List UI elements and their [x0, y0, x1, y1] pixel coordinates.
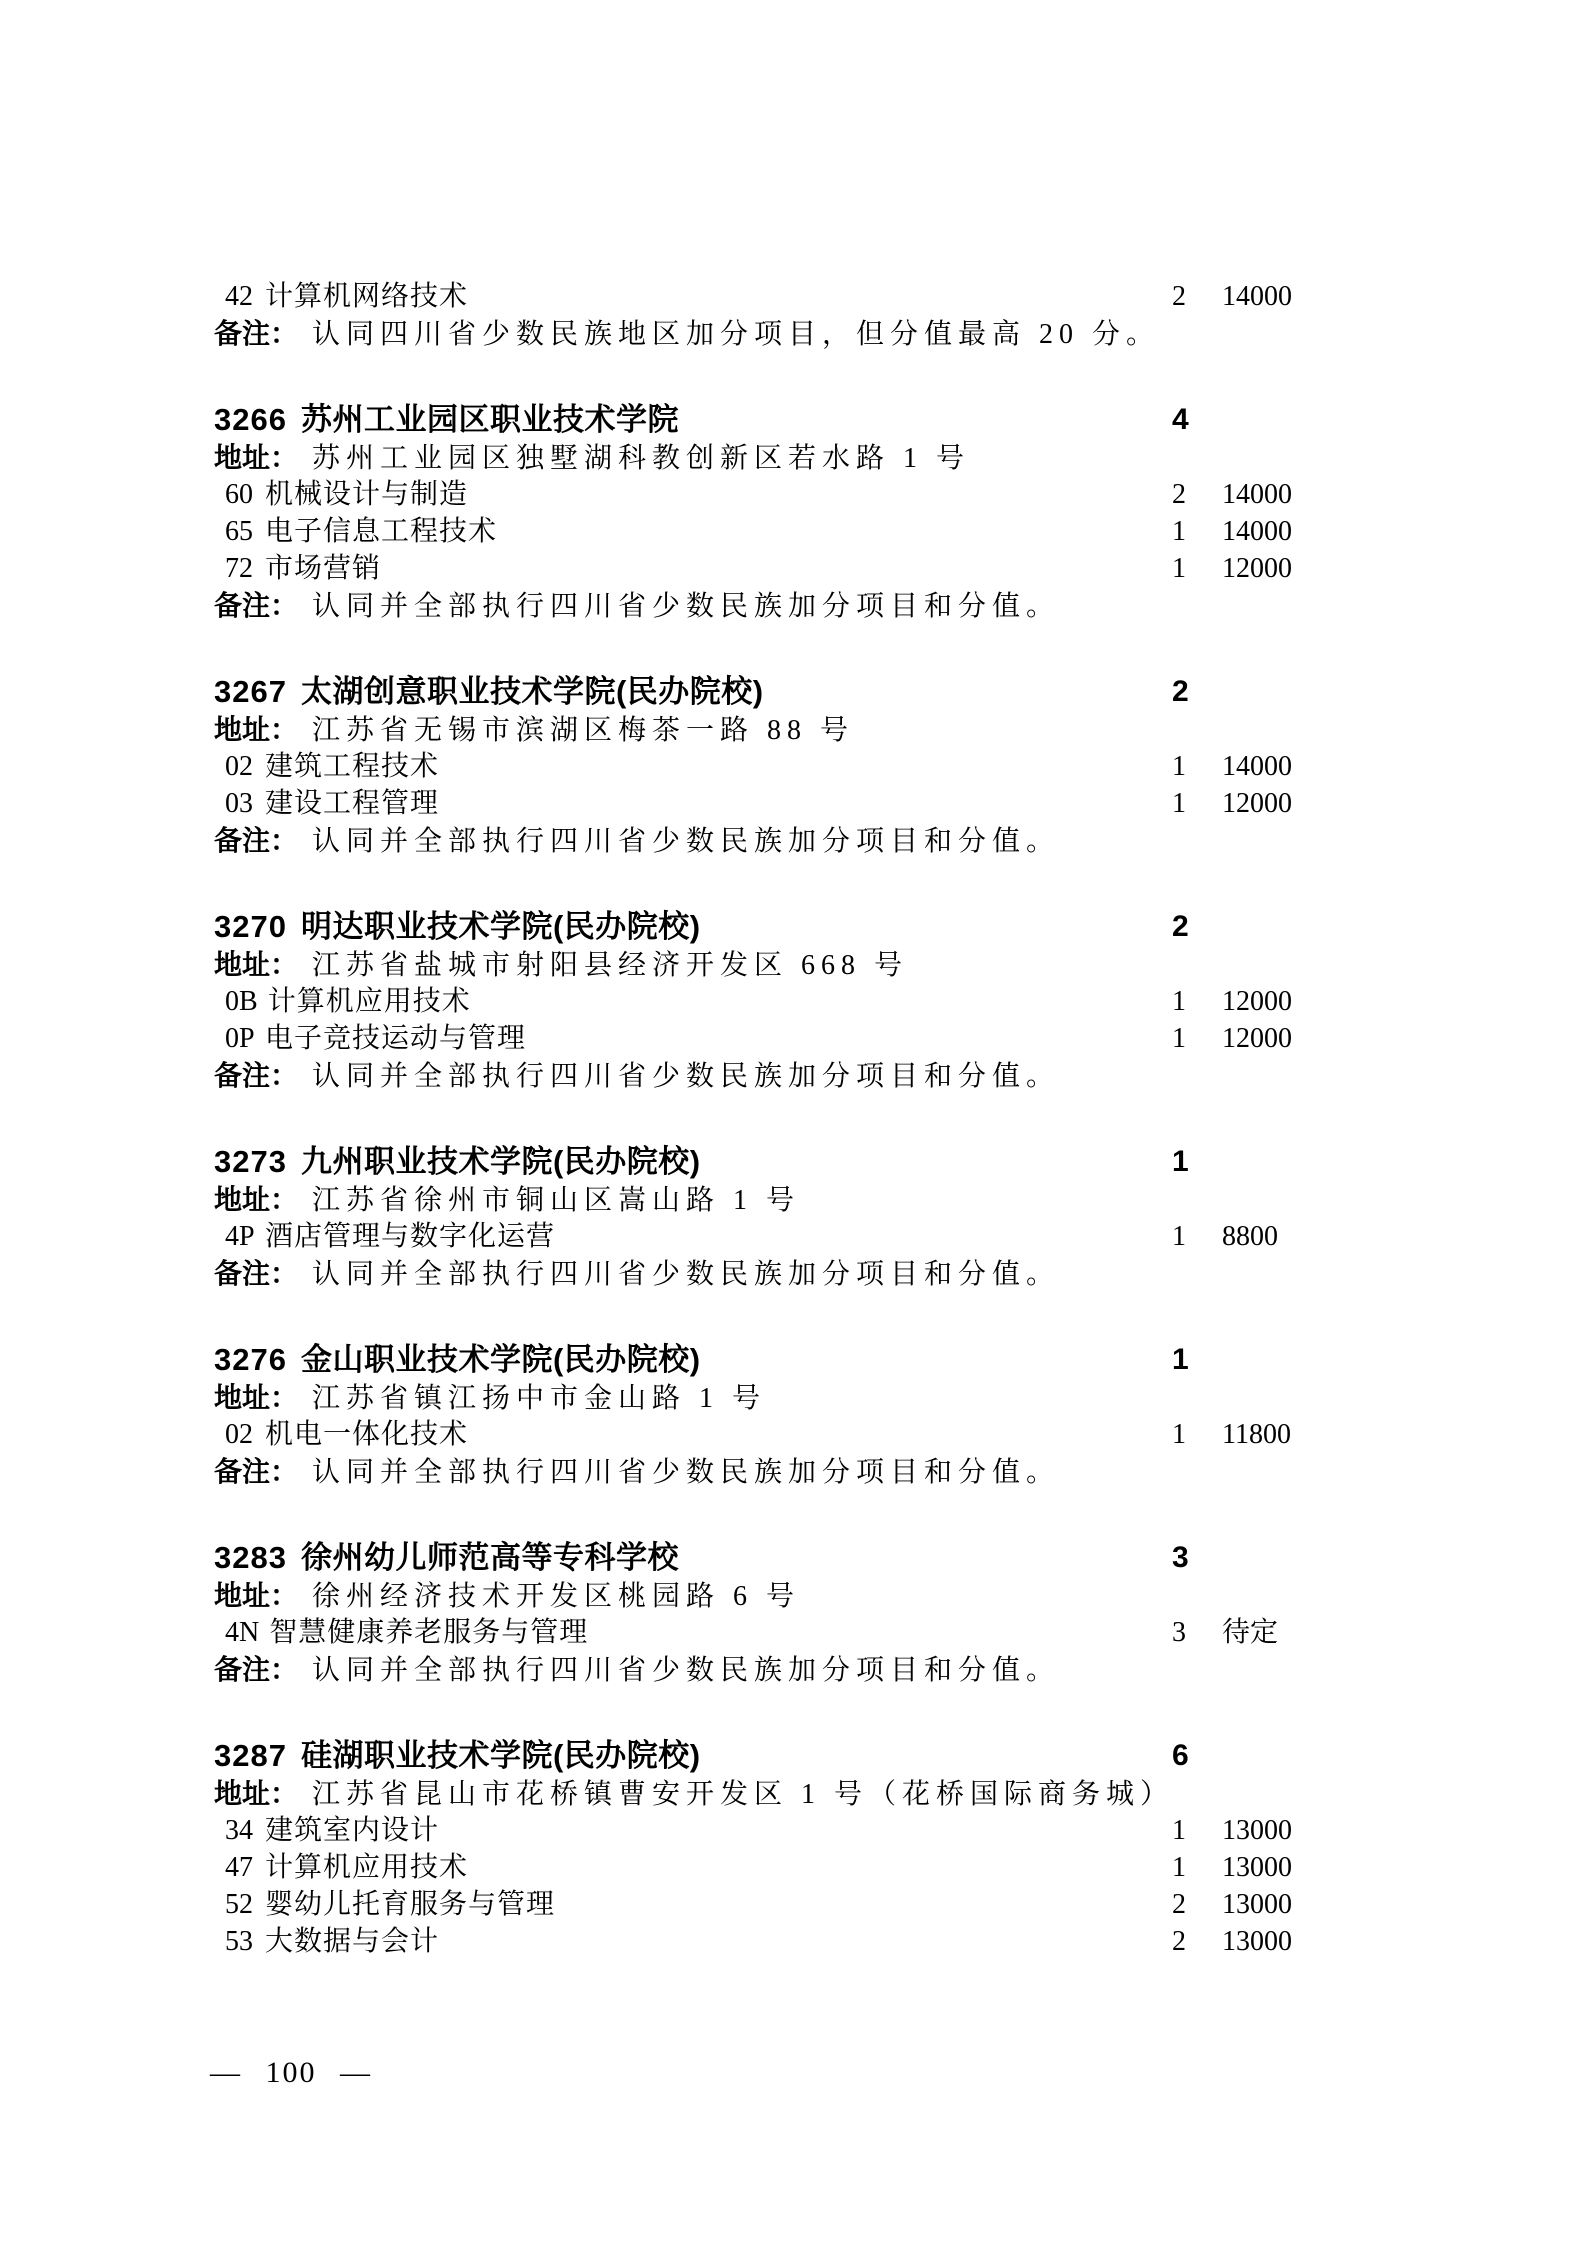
- college-code: 3270: [214, 909, 287, 944]
- program-plan-count: 1: [1172, 1221, 1186, 1252]
- program-plan-count: 2: [1172, 479, 1186, 510]
- program-plan-count: 1: [1172, 1852, 1186, 1883]
- note-label: 备注：: [214, 1258, 299, 1289]
- program-row: [214, 476, 1424, 513]
- program-fee: 12000: [1222, 986, 1292, 1017]
- college-name: 苏州工业园区职业技术学院: [300, 402, 679, 437]
- program-row: [214, 1614, 1424, 1651]
- college-total-count: 2: [1172, 675, 1189, 708]
- college-header-row: [214, 672, 1424, 711]
- note-text: 认同并全部执行四川省少数民族加分项目和分值。: [312, 1259, 1061, 1290]
- college-header-row: [214, 907, 1424, 946]
- program-code: 65: [225, 516, 253, 547]
- college-name: 明达职业技术学院(民办院校): [300, 909, 701, 944]
- program-code: 02: [225, 1419, 253, 1450]
- address-row: [214, 1181, 1424, 1218]
- program-name: 机械设计与制造: [265, 479, 469, 510]
- address-label: 地址：: [214, 949, 299, 980]
- college-total-count: 1: [1172, 1145, 1189, 1178]
- college-code: 3287: [214, 1738, 287, 1773]
- note-row: [214, 1453, 1424, 1490]
- college-header-row: [214, 1142, 1424, 1181]
- program-row: [214, 1020, 1424, 1057]
- program-code: 4P: [225, 1221, 255, 1252]
- program-code: 02: [225, 751, 253, 782]
- note-text: 认同并全部执行四川省少数民族加分项目和分值。: [312, 1655, 1061, 1686]
- program-list: [214, 1416, 1424, 1453]
- program-name: 智慧健康养老服务与管理: [269, 1617, 589, 1648]
- address-text: 徐州经济技术开发区桃园路 6 号: [312, 1581, 801, 1612]
- program-row: [214, 1886, 1424, 1923]
- page-content: [214, 278, 1424, 1960]
- program-row: [214, 1812, 1424, 1849]
- program-name: 酒店管理与数字化运营: [265, 1221, 556, 1252]
- college-code: 3276: [214, 1342, 287, 1377]
- program-code: 53: [225, 1926, 253, 1957]
- program-code: 60: [225, 479, 253, 510]
- note-row: [214, 587, 1424, 624]
- address-label: 地址：: [214, 442, 299, 473]
- program-fee: 11800: [1222, 1419, 1291, 1450]
- address-label: 地址：: [214, 1184, 299, 1215]
- note-text: 认同并全部执行四川省少数民族加分项目和分值。: [312, 1061, 1061, 1092]
- college-total-count: 1: [1172, 1343, 1189, 1376]
- program-fee: 14000: [1222, 516, 1292, 547]
- college-name: 硅湖职业技术学院(民办院校): [300, 1738, 701, 1773]
- program-plan-count: 2: [1172, 281, 1186, 312]
- program-code: 0B: [225, 986, 258, 1017]
- address-label: 地址：: [214, 714, 299, 745]
- program-row: [214, 983, 1424, 1020]
- program-code: 0P: [225, 1023, 255, 1054]
- note-row: [214, 315, 1424, 352]
- page-number: — 100 —: [210, 2056, 372, 2089]
- college-code: 3273: [214, 1144, 287, 1179]
- program-row: [214, 748, 1424, 785]
- college-name: 徐州幼儿师范高等专科学校: [300, 1540, 679, 1575]
- note-text: 认同并全部执行四川省少数民族加分项目和分值。: [312, 1457, 1061, 1488]
- program-list: [214, 1812, 1424, 1960]
- program-fee: 8800: [1222, 1221, 1278, 1252]
- college-section: [214, 1340, 1424, 1490]
- program-plan-count: 1: [1172, 788, 1186, 819]
- program-code: 47: [225, 1852, 253, 1883]
- college-total-count: 3: [1172, 1541, 1189, 1574]
- program-name: 婴幼儿托育服务与管理: [265, 1889, 556, 1920]
- college-header-row: [214, 1736, 1424, 1775]
- note-text: 认同并全部执行四川省少数民族加分项目和分值。: [312, 826, 1061, 857]
- program-row: [214, 1849, 1424, 1886]
- program-plan-count: 1: [1172, 1419, 1186, 1450]
- program-fee: 12000: [1222, 1023, 1292, 1054]
- note-row: [214, 1255, 1424, 1292]
- continuation-program-list: [214, 278, 1424, 315]
- note-label: 备注：: [214, 590, 299, 621]
- address-row: [214, 439, 1424, 476]
- program-list: [214, 1218, 1424, 1255]
- note-label: 备注：: [214, 318, 299, 349]
- address-row: [214, 1775, 1424, 1812]
- program-name: 电子信息工程技术: [265, 516, 498, 547]
- address-text: 江苏省镇江扬中市金山路 1 号: [312, 1383, 767, 1414]
- note-label: 备注：: [214, 1060, 299, 1091]
- program-plan-count: 1: [1172, 553, 1186, 584]
- program-list: [214, 1614, 1424, 1651]
- program-name: 建筑工程技术: [265, 751, 440, 782]
- program-code: 52: [225, 1889, 253, 1920]
- note-label: 备注：: [214, 1654, 299, 1685]
- address-row: [214, 711, 1424, 748]
- college-section: [214, 1142, 1424, 1292]
- address-label: 地址：: [214, 1382, 299, 1413]
- college-code: 3266: [214, 402, 287, 437]
- college-header-row: [214, 1538, 1424, 1577]
- college-total-count: 2: [1172, 910, 1189, 943]
- program-fee: 14000: [1222, 281, 1292, 312]
- college-section: [214, 1736, 1424, 1960]
- college-section: [214, 400, 1424, 624]
- note-row: [214, 1651, 1424, 1688]
- program-fee: 13000: [1222, 1815, 1292, 1846]
- program-fee: 12000: [1222, 788, 1292, 819]
- program-code: 4N: [225, 1617, 260, 1648]
- program-row: [214, 1416, 1424, 1453]
- program-name: 计算机应用技术: [267, 986, 471, 1017]
- program-fee: 待定: [1222, 1617, 1279, 1648]
- program-list: [214, 476, 1424, 587]
- college-section: [214, 672, 1424, 859]
- program-row: [214, 1218, 1424, 1255]
- program-plan-count: 1: [1172, 516, 1186, 547]
- college-list: [214, 400, 1424, 1960]
- program-fee: 13000: [1222, 1852, 1292, 1883]
- note-row: [214, 1057, 1424, 1094]
- college-name: 九州职业技术学院(民办院校): [300, 1144, 701, 1179]
- program-list: [214, 748, 1424, 822]
- college-section: [214, 1538, 1424, 1688]
- college-name: 太湖创意职业技术学院(民办院校): [300, 674, 764, 709]
- program-name: 市场营销: [265, 553, 382, 584]
- program-code: 72: [225, 553, 253, 584]
- note-text: 认同并全部执行四川省少数民族加分项目和分值。: [312, 591, 1061, 622]
- address-text: 江苏省昆山市花桥镇曹安开发区 1 号（花桥国际商务城）: [312, 1779, 1175, 1810]
- program-plan-count: 1: [1172, 751, 1186, 782]
- program-code: 03: [225, 788, 253, 819]
- address-text: 江苏省徐州市铜山区嵩山路 1 号: [312, 1185, 801, 1216]
- program-name: 大数据与会计: [265, 1926, 440, 1957]
- program-row: [214, 550, 1424, 587]
- program-list: [214, 983, 1424, 1057]
- address-text: 江苏省盐城市射阳县经济开发区 668 号: [312, 950, 909, 981]
- program-plan-count: 2: [1172, 1926, 1186, 1957]
- college-name: 金山职业技术学院(民办院校): [300, 1342, 701, 1377]
- address-row: [214, 946, 1424, 983]
- program-fee: 14000: [1222, 479, 1292, 510]
- address-row: [214, 1577, 1424, 1614]
- college-header-row: [214, 400, 1424, 439]
- program-fee: 12000: [1222, 553, 1292, 584]
- address-text: 江苏省无锡市滨湖区梅茶一路 88 号: [312, 715, 855, 746]
- program-row: [214, 278, 1424, 315]
- program-name: 计算机应用技术: [265, 1852, 469, 1883]
- address-label: 地址：: [214, 1580, 299, 1611]
- program-code: 42: [225, 281, 253, 312]
- college-header-row: [214, 1340, 1424, 1379]
- program-name: 建设工程管理: [265, 788, 440, 819]
- note-label: 备注：: [214, 825, 299, 856]
- program-code: 34: [225, 1815, 253, 1846]
- college-code: 3283: [214, 1540, 287, 1575]
- program-plan-count: 1: [1172, 1023, 1186, 1054]
- address-label: 地址：: [214, 1778, 299, 1809]
- program-name: 计算机网络技术: [265, 281, 469, 312]
- program-fee: 13000: [1222, 1926, 1292, 1957]
- note-row: [214, 822, 1424, 859]
- program-plan-count: 1: [1172, 1815, 1186, 1846]
- program-fee: 14000: [1222, 751, 1292, 782]
- college-section: [214, 907, 1424, 1094]
- program-fee: 13000: [1222, 1889, 1292, 1920]
- college-code: 3267: [214, 674, 287, 709]
- college-total-count: 4: [1172, 403, 1189, 436]
- note-text: 认同四川省少数民族地区加分项目，但分值最高 20 分。: [312, 319, 1161, 350]
- program-name: 建筑室内设计: [265, 1815, 440, 1846]
- program-plan-count: 3: [1172, 1617, 1186, 1648]
- address-row: [214, 1379, 1424, 1416]
- college-total-count: 6: [1172, 1739, 1189, 1772]
- program-plan-count: 1: [1172, 986, 1186, 1017]
- address-text: 苏州工业园区独墅湖科教创新区若水路 1 号: [312, 443, 971, 474]
- program-row: [214, 1923, 1424, 1960]
- program-name: 电子竞技运动与管理: [265, 1023, 527, 1054]
- program-row: [214, 785, 1424, 822]
- program-row: [214, 513, 1424, 550]
- note-label: 备注：: [214, 1456, 299, 1487]
- program-name: 机电一体化技术: [265, 1419, 469, 1450]
- program-plan-count: 2: [1172, 1889, 1186, 1920]
